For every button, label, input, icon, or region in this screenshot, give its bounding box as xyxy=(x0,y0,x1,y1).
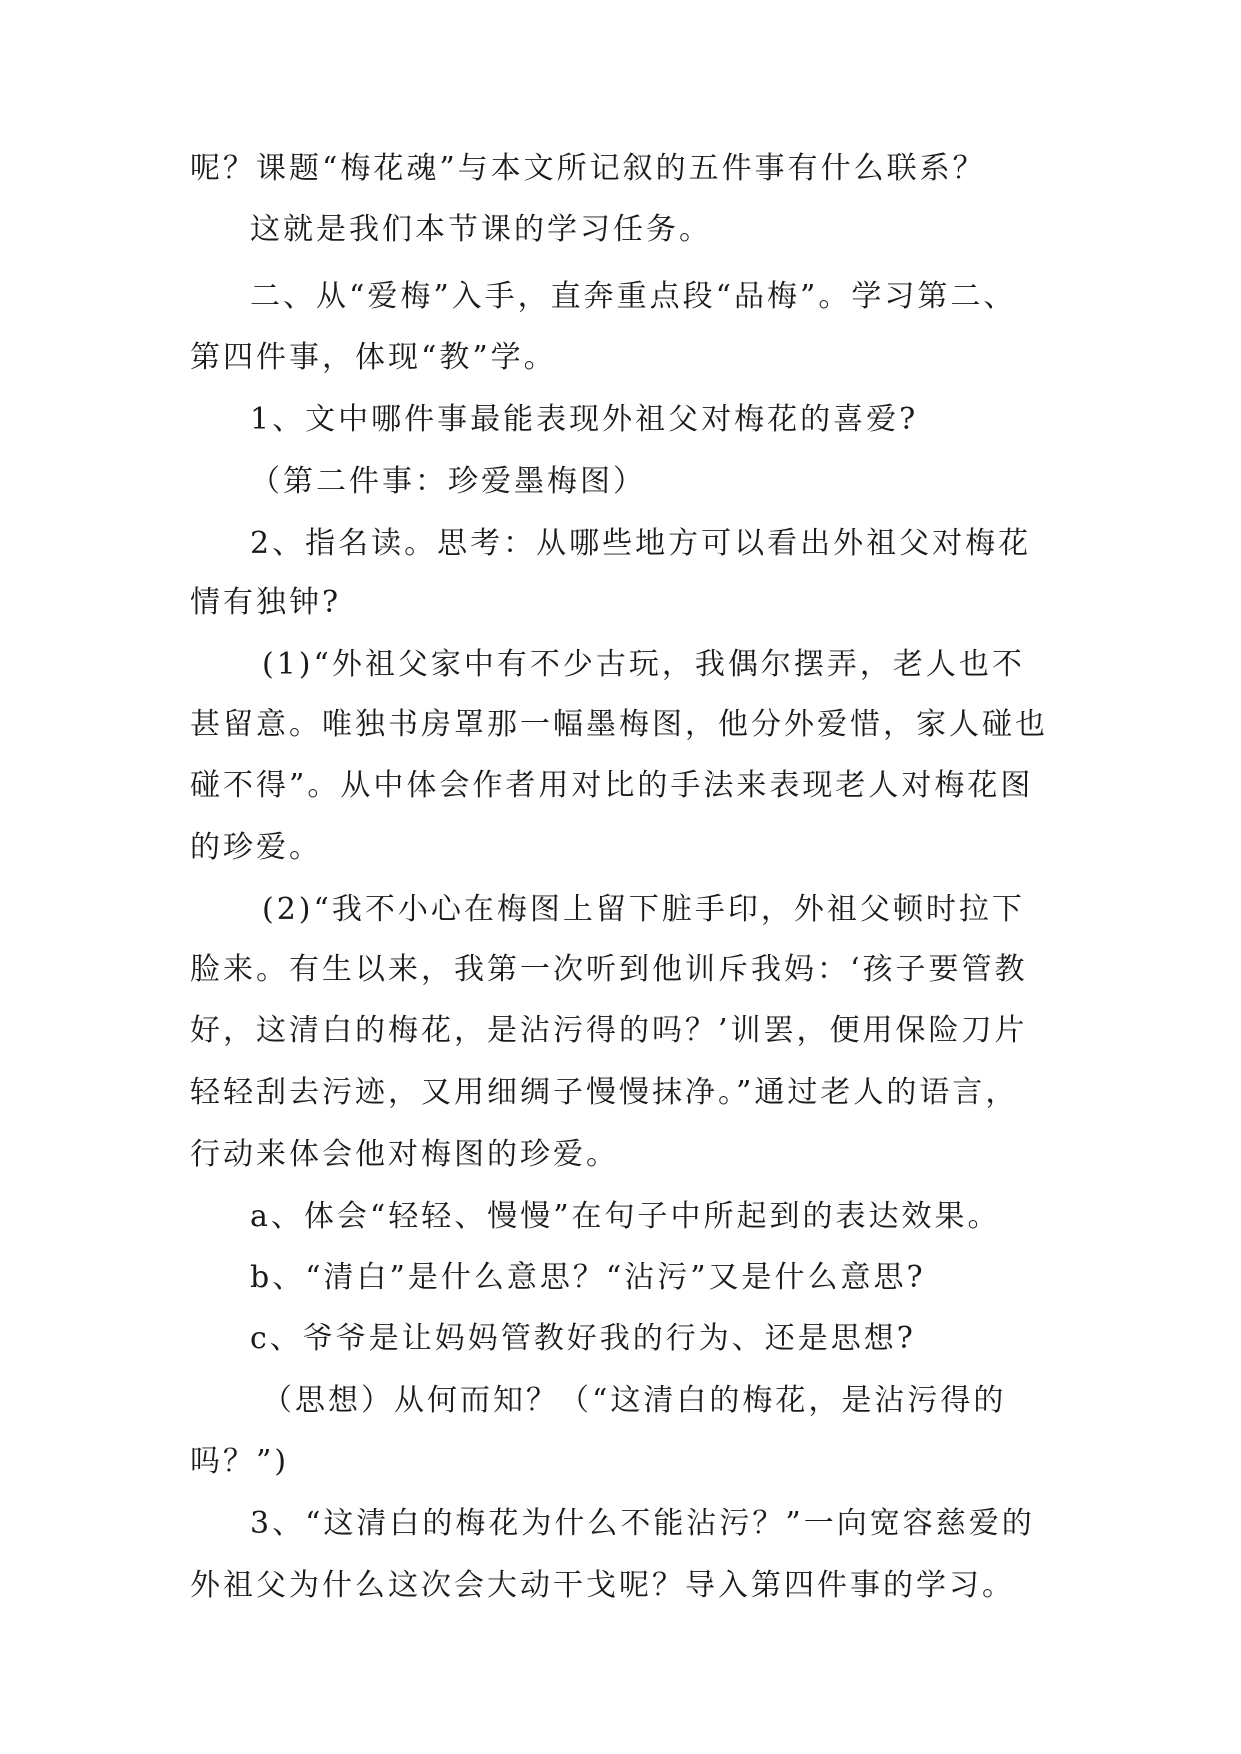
answer-c-line-1: （思想）从何而知？（“这清白的梅花，是沾污得的 xyxy=(262,1383,1007,1418)
answer-1: （第二件事：珍爱墨梅图） xyxy=(250,464,646,499)
text-line-1: 呢？课题“梅花魂”与本文所记叙的五件事有什么联系？ xyxy=(190,151,986,186)
section-heading-2: 二、从“爱梅”入手，直奔重点段“品梅”。学习第二、 xyxy=(250,279,1017,314)
text-line-2: 这就是我们本节课的学习任务。 xyxy=(250,212,712,247)
quote-2-line-4: 轻轻刮去污迹，又用细绸子慢慢抹净。”通过老人的语言， xyxy=(190,1075,1019,1110)
quote-1-line-1: (1)“外祖父家中有不少古玩，我偶尔摆弄，老人也不 xyxy=(262,647,1025,682)
quote-1-line-4: 的珍爱。 xyxy=(190,830,322,865)
quote-2-line-3: 好，这清白的梅花，是沾污得的吗？’训罢，便用保险刀片 xyxy=(190,1013,1028,1048)
question-3-line-1: 3、“这清白的梅花为什么不能沾污？”一向宽容慈爱的 xyxy=(250,1506,1035,1541)
question-3-line-2: 外祖父为什么这次会大动干戈呢？导入第四件事的学习。 xyxy=(190,1568,1015,1603)
question-1: 1、文中哪件事最能表现外祖父对梅花的喜爱? xyxy=(250,402,919,437)
quote-2-line-5: 行动来体会他对梅图的珍爱。 xyxy=(190,1137,619,1172)
quote-2-line-2: 脸来。有生以来，我第一次听到他训斥我妈：‘孩子要管教 xyxy=(190,952,1028,987)
sub-question-a: a、体会“轻轻、慢慢”在句子中所起到的表达效果。 xyxy=(250,1199,1001,1234)
quote-2-line-1: (2)“我不小心在梅图上留下脏手印，外祖父顿时拉下 xyxy=(262,892,1025,927)
sub-question-c: c、爷爷是让妈妈管教好我的行为、还是思想? xyxy=(250,1321,916,1356)
question-2: 2、指名读。思考：从哪些地方可以看出外祖父对梅花 xyxy=(250,526,1032,561)
quote-1-line-3: 碰不得”。从中体会作者用对比的手法来表现老人对梅花图 xyxy=(190,768,1034,803)
quote-1-line-2: 甚留意。唯独书房罩那一幅墨梅图，他分外爱惜，家人碰也 xyxy=(190,707,1048,742)
answer-c-line-2: 吗？”) xyxy=(190,1444,290,1479)
text-line-8: 情有独钟? xyxy=(190,585,342,620)
sub-question-b: b、“清白”是什么意思？“沾污”又是什么意思? xyxy=(250,1260,926,1295)
text-line-4: 第四件事，体现“教”学。 xyxy=(190,340,557,375)
